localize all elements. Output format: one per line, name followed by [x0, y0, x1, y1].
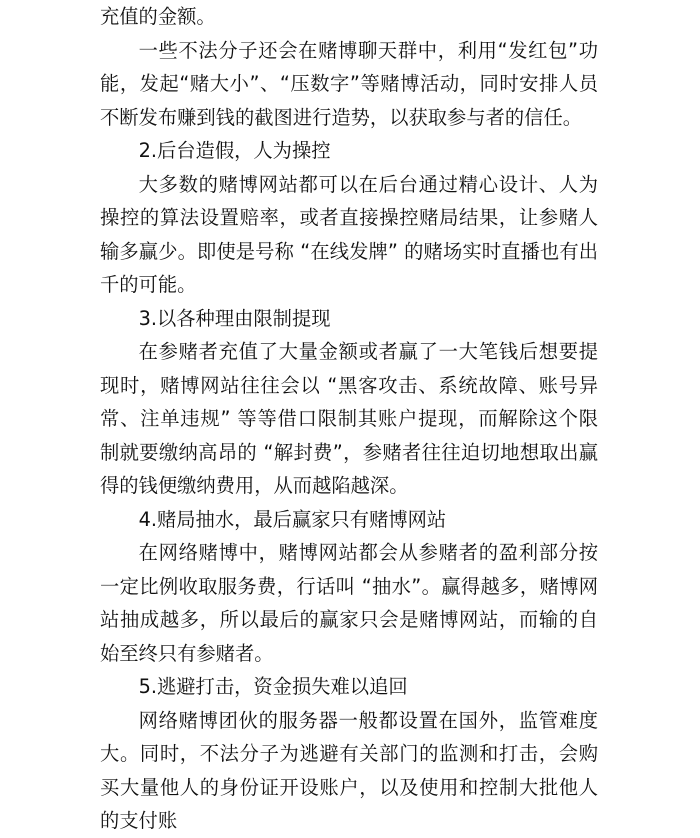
paragraph-withdrawal-restriction: 在参赌者充值了大量金额或者赢了一大笔钱后想要提现时，赌博网站往往会以 “黑客攻击、系统故障、账号异常、注单违规” 等等借口限制其账户提现，而解除这个限制就要缴纳高昂的 “解封费”，参赌者往往迫切地想取出赢得的钱便缴纳费用，从而越陷越深。 — [100, 340, 598, 497]
paragraph-chat-group-tactics: 一些不法分子还会在赌博聊天群中，利用“发红包”功能，发起“赌大小”、“压数字”等赌博活动，同时安排人员不断发布赚到钱的截图进行造势，以获取参与者的信任。 — [100, 38, 598, 129]
paragraph-backend-manipulation: 大多数的赌博网站都可以在后台通过精心设计、人为操控的算法设置赔率，或者直接操控赌局结果，让参赌人输多赢少。即使是号称 “在线发牌” 的赌场实时直播也有出千的可能。 — [100, 172, 598, 296]
section-heading-2: 2.后台造假，人为操控 — [138, 139, 331, 162]
section-heading-5: 5.逃避打击，资金损失难以追回 — [138, 675, 408, 698]
document-body — [100, 0, 598, 838]
paragraph-house-cut: 在网络赌博中，赌博网站都会从参赌者的盈利部分按一定比例收取服务费，行话叫 “抽水”。赢得越多，赌博网站抽成越多，所以最后的赢家只会是赌博网站，而输的自始至终只有参赌者。 — [100, 541, 598, 665]
paragraph-continued: 充值的金额。 — [100, 5, 216, 28]
section-heading-4: 4.赌局抽水，最后赢家只有赌博网站 — [138, 507, 447, 531]
section-heading-3: 3.以各种理由限制提现 — [138, 306, 331, 330]
paragraph-evading-enforcement: 网络赌博团伙的服务器一般都设置在国外，监管难度大。同时，不法分子为逃避有关部门的监测和打击，会购买大量他人的身份证开设账户，以及使用和控制大批他人的支付账 — [100, 708, 598, 832]
